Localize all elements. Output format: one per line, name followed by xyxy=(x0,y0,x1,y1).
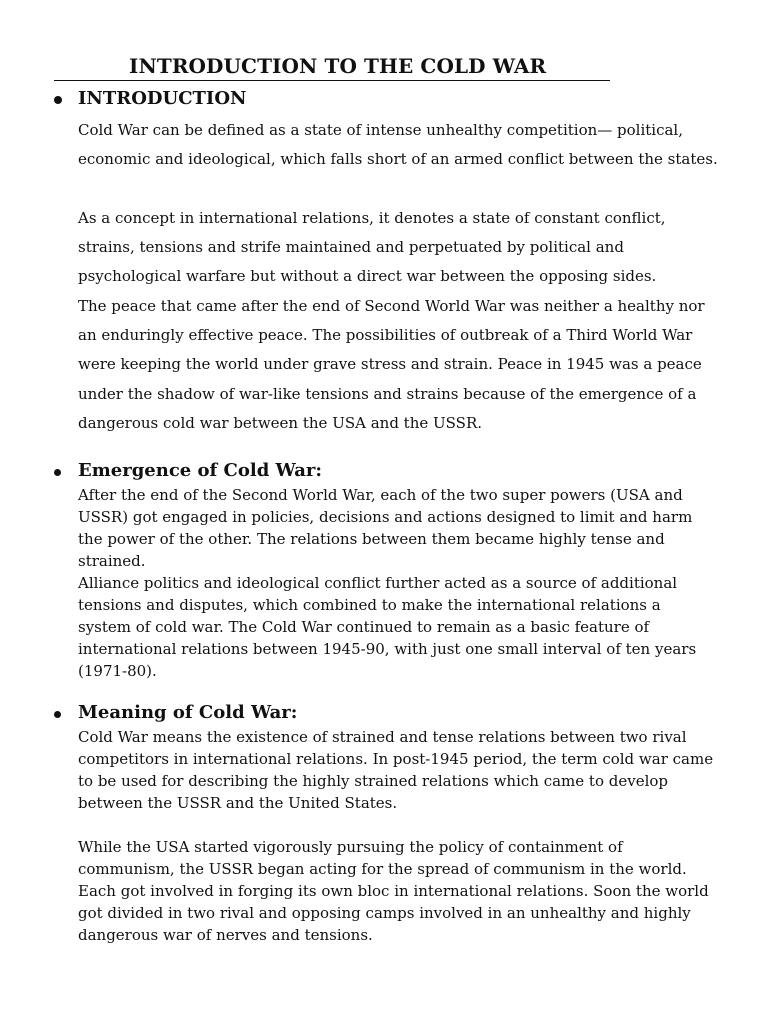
paragraph: While the USA started vigorously pursuing the policy of containment of communism, the USSR began acting for the spread of communism in the world. Each got involved in forging its own bloc in international relations. Soon the world got divided in two rival and opposing camps involved in an unhealthy and highly dangerous war of nerves and tensions. xyxy=(78,838,709,944)
section-heading: Meaning of Cold War: xyxy=(78,702,298,723)
section-emergence xyxy=(54,460,714,690)
title-underline xyxy=(54,54,610,81)
paragraph: As a concept in international relations, it denotes a state of constant conflict, strains, tensions and strife maintained and perpetuated by political and psychological warfare but without a direct war between the opposing sides. xyxy=(78,209,666,286)
section-introduction xyxy=(54,88,718,438)
bullet-icon xyxy=(54,711,61,718)
paragraph: Alliance politics and ideological conflict further acted as a source of additional tensions and disputes, which combined to make the international relations a system of cold war. The Cold War continued to remain as a basic feature of international relations between 1945-90, with just one small interval of ten years (1971-80). xyxy=(78,574,697,680)
bullet-icon xyxy=(54,469,61,476)
paragraph: After the end of the Second World War, each of the two super powers (USA and USSR) got engaged in policies, decisions and actions designed to limit and harm the power of the other. The relations between them became highly tense and strained. xyxy=(78,486,693,570)
paragraph: Cold War means the existence of strained and tense relations between two rival competitors in international relations. In post-1945 period, the term cold war came to be used for describing the highly strained relations which came to develop between the USSR and the United States. xyxy=(78,728,714,812)
section-meaning xyxy=(54,702,714,952)
section-heading: Emergence of Cold War: xyxy=(78,460,322,481)
page-title: INTRODUCTION TO THE COLD WAR xyxy=(129,54,547,78)
bullet-icon xyxy=(54,96,62,104)
section-heading: INTRODUCTION xyxy=(78,88,247,109)
paragraph: Cold War can be defined as a state of intense unhealthy competition— political, economic and ideological, which falls short of an armed conflict between the states. xyxy=(78,121,718,169)
paragraph: The peace that came after the end of Second World War was neither a healthy nor an enduringly effective peace. The possibilities of outbreak of a Third World War were keeping the world under grave stress and strain. Peace in 1945 was a peace under the shadow of war-like tensions and strains because of the emergence of a dangerous cold war between the USA and the USSR. xyxy=(78,297,705,432)
